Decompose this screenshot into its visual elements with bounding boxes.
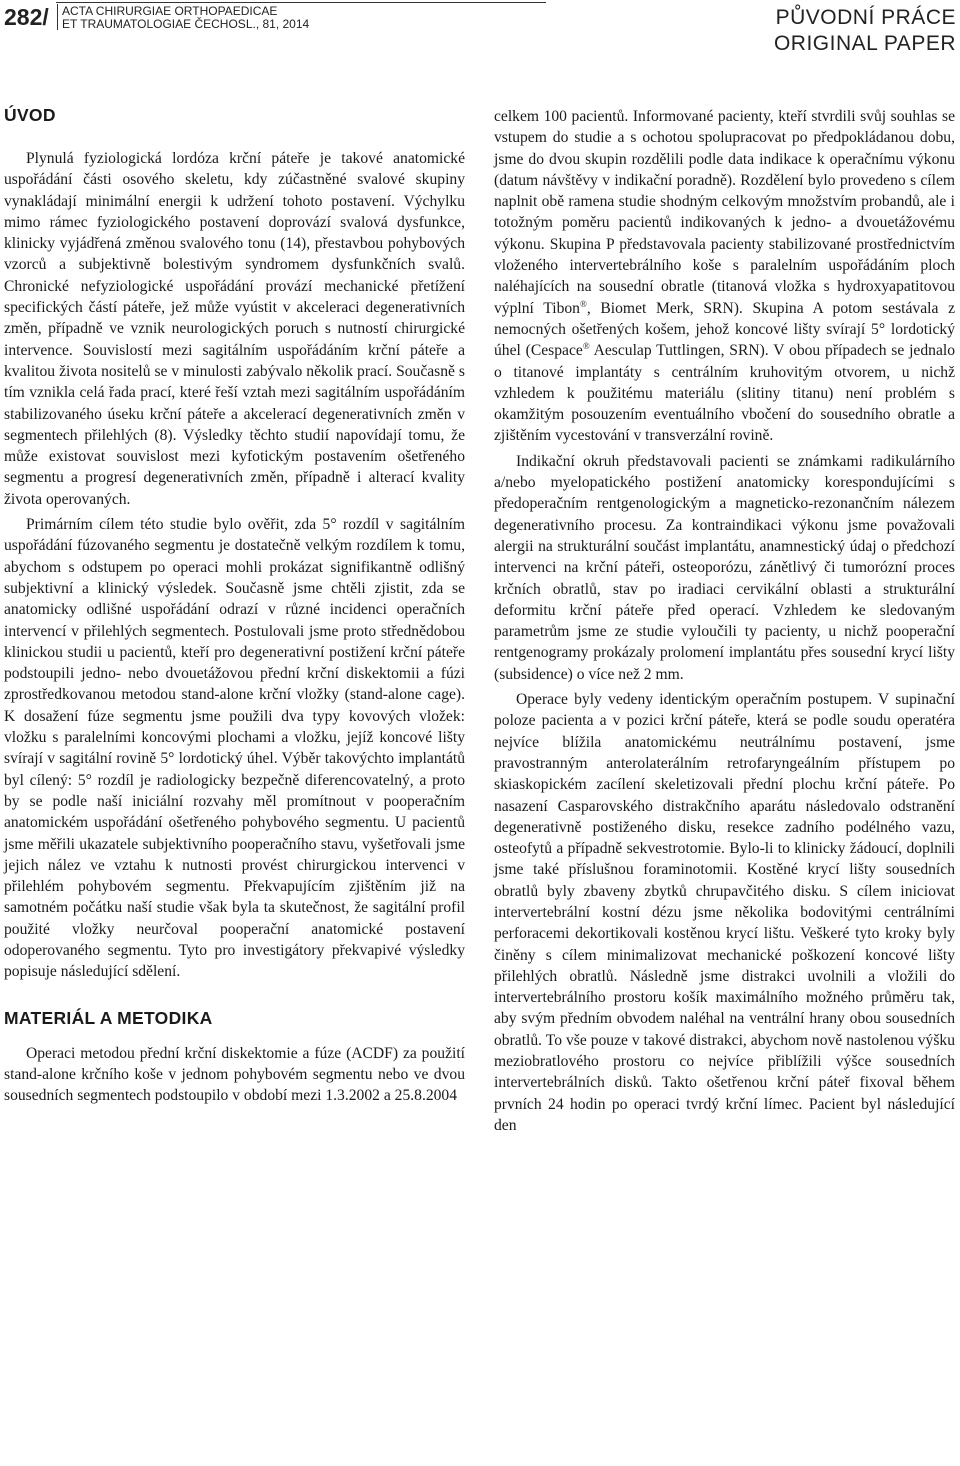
paper-type-en: ORIGINAL PAPER: [773, 32, 956, 55]
paragraph-intro-2: Primárním cílem této studie bylo ověřit, zda 5° rozdíl v sagitálním uspořádání fúzovaného segmentu je dostatečně velkým rozdílem k tomu, abychom s odstupem po operaci mohli prokázat signifikantně odlišný subjektivní a klinický výsledek. Současně jsme chtěli zjistit, zda se anatomicky odlišné uspořádání odrazí v různé incidenci operačních intervencí v přilehlých segmentech. Postulovali jsme proto střednědobou klinickou studii u pacientů, kteří pro degenerativní postižení krční páteře podstoupili jedno- nebo dvouetážovou přední krční diskektomii a fúzi zprostředkovanou metodou stand-alone krční vložky (stand-alone cage). K dosažení fúze segmentu jsme použili dva typy kovových vložek: vložku s paralelními koncovými plochami a vložku, jejíž koncové lišty svírají v sagitální rovině 5° lordotický úhel. Výběr takovýchto implantátů byl cílený: 5° rozdíl je radiologicky bezpečně diferencovatelný, a proto by se podle naší iniciální rozvahy měl promítnout v pooperačním anatomickém uspořádání ošetřeného pohybového segmentu. U pacientů jsme měřili ukazatele subjektivního pooperačního stavu, vyšetřovali jsme jejich nález ve vztahu k nutnosti provést chirurgickou intervenci v přilehlém pohybovém segmentu. Překvapujícím zjištěním již na samotném počátku naší studie však byla ta skutečnost, že sagitální profil použité vložky neurčoval pooperační anatomické postavení odoperovaného segmentu. Tyto pro investigátory překvapivé výsledky popisuje následující sdělení.: [4, 516, 465, 981]
paragraph-methods-1: Operaci metodou přední krční diskektomie a fúze (ACDF) za použití stand-alone krčního koše v jednom pohybovém segmentu nebo ve dvou sousedních segmentech podstoupilo v období mezi 1.3.2002 a 25.8.2004: [4, 1044, 465, 1105]
left-column: [4, 104, 465, 1106]
text-run: celkem 100 pacientů. Informované pacienty, kteří stvrdili svůj souhlas se vstupem do studie a s ochotou spolupracovat po předpokládanou dobu, jsme do dvou skupin rozdělili podle data indikace k operačnímu výkonu (datum návštěvy v indikační poradně). Rozdělení bylo provedeno s cílem naplnit obě ramena studie shodným celkovým množstvím probandů, ale i totožným poměru pacientů indikovaných k jedno- a dvouetážovému výkonu. Skupina P představovala pacienty stabilizované prostřednictvím vloženého intervertebrálního koše s paralelním uspořádáním ploch naléhajících na sousední obratle (titanová vložka s hydroxyapatitovou výplní Tibon: [494, 108, 955, 317]
header-top-rule: [56, 2, 546, 3]
right-column: [494, 106, 955, 1136]
registered-mark: ®: [579, 298, 587, 309]
paragraph-intro-1: Plynulá fyziologická lordóza krční páteře je takové anatomické uspořádání části osového skeletu, kdy zúčastněné svalové skupiny vynakládají minimální energii k udržení tohoto postavení. Výchylku mimo rámec fyziologického postavení doprovází svalová dysfunkce, klinicky vyjádřená změnou svalového tonu (14), přestavbou pohybových vzorců a subjektivně bolestivým syndromem dysfunkčních svalů. Chronické nefyziologické uspořádání provází mechanické přetížení specifických částí páteře, jež může vyústit v akceleraci degenerativních změn, případně ve vznik neurologických poruch s nutností chirurgické intervence. Souvislostí mezi sagitálním uspořádáním krční páteře a kvalitou života nositelů se v minulosti zabývalo několik prací. Současně s tím vznikla celá řada prací, které řeší vztah mezi sagitálním uspořádáním stabilizovaného úseku krční páteře a akcelerací degenerativních změn v segmentech přilehlých (8). Výsledky těchto studií napovídají tomu, že může existovat souvislost mezi kyfotickým postavením ošetřeného segmentu a progresí degenerativních změn, případně i alterací kvality života operovaných.: [4, 150, 465, 508]
paper-type: [774, 5, 956, 57]
journal-line-1: ACTA CHIRURGIAE ORTHOPAEDICAE: [62, 4, 278, 18]
paper-type-cz: PŮVODNÍ PRÁCE: [775, 6, 956, 29]
paragraph-methods-3: Indikační okruh představovali pacienti se známkami radikulárního a/nebo myelopatického postižení anatomicky korespondujícími s předoperačním rentgenologickým a magneticko-rezonančním nálezem degenerativního procesu. Za kontraindikaci výkonu jsme považovali alergii na strukturální součást implantátu, anamnestický údaj o předchozí intervenci na krční páteři, osteoporózu, zánětlivý či tumorózní proces krčních obratlů, stav po iradiaci cervikální oblasti a strukturální deformitu krční páteře před operací. Vzhledem ke sledovaným parametrům jsme ze studie vyloučili ty pacienty, u nichž pooperační rentgenogramy prokázaly prolomení implantátu přes sousední krycí lišty (subsidence) o více než 2 mm.: [494, 452, 955, 683]
journal-name: [62, 5, 309, 31]
section-title-methods: MATERIÁL A METODIKA: [4, 1007, 213, 1028]
text-run: Aesculap Tuttlingen, SRN). V obou případech se jednalo o titanové implantáty s centrálním kruhovitým otvorem, u nichž vzhledem k použitému materiálu (slitiny titanu) není problém s okamžitým posouzením eventuálního vbočení do sousedního obratle a zjištěním vycestování v transverzální rovině.: [494, 342, 956, 445]
registered-mark: ®: [582, 341, 590, 352]
paragraph-methods-4: Operace byly vedeny identickým operačním postupem. V supinační poloze pacienta a v pozici krční páteře, která se podle soudu operatéra nejvíce blížila anatomickému neutrálnímu postavení, jsme pravostranným anterolaterálním retrofaryngeálním přístupem po skiaskopickém zacílení skeletizovali přední plochu krční páteře. Po nasazení Casparovského distrakčního aparátu následovalo odstranění degenerativně postiženého disku, resekce zadního podélného vazu, osteofytů a případně sekvestrotomie. Bylo-li to klinicky žádoucí, doplnili jsme také příslušnou foraminotomii. Kostěné krycí lišty sousedních obratlů byly zbaveny zbytků chrupavčitého disku. S cílem iniciovat intervertebrální kostní dézu jsme několika bodovitými centrálními perforacemi dekortikovali kostěnou krycí lištu. Veškeré tyto kroky byly činěny s cílem minimalizovat mechanické poškození koncové lišty přilehlých obratlů. Následně jsme distrakci uvolnili a vložili do intervertebrálního prostoru košík maximálního možného průměru tak, aby svým předním obvodem naléhal na ventrální hrany obou sousedních obratlů. To vše pouze v takové distrakci, abychom nově nastolenou výšku meziobratlového prostoru co nejvíce přiblížili výšce sousedních intervertebrálních disků. Takto ošetřenou krční páteř fixoval během prvních 24 hodin po operaci tvrdý krční límec. Pacient byl následující den: [494, 691, 955, 1134]
page-number: 282/: [4, 4, 49, 30]
paragraph-methods-2: [494, 106, 955, 447]
text-run: , Biomet Merk, SRN). Skupina A potom sestávala z nemocných ošetřených košem, jehož koncové lišty svírají 5° lordotický úhel (Cespace: [494, 299, 955, 360]
header-divider: [57, 4, 58, 30]
page-header: [0, 0, 960, 62]
section-title-intro: ÚVOD: [4, 105, 56, 125]
journal-line-2: ET TRAUMATOLOGIAE ČECHOSL., 81, 2014: [62, 17, 310, 31]
